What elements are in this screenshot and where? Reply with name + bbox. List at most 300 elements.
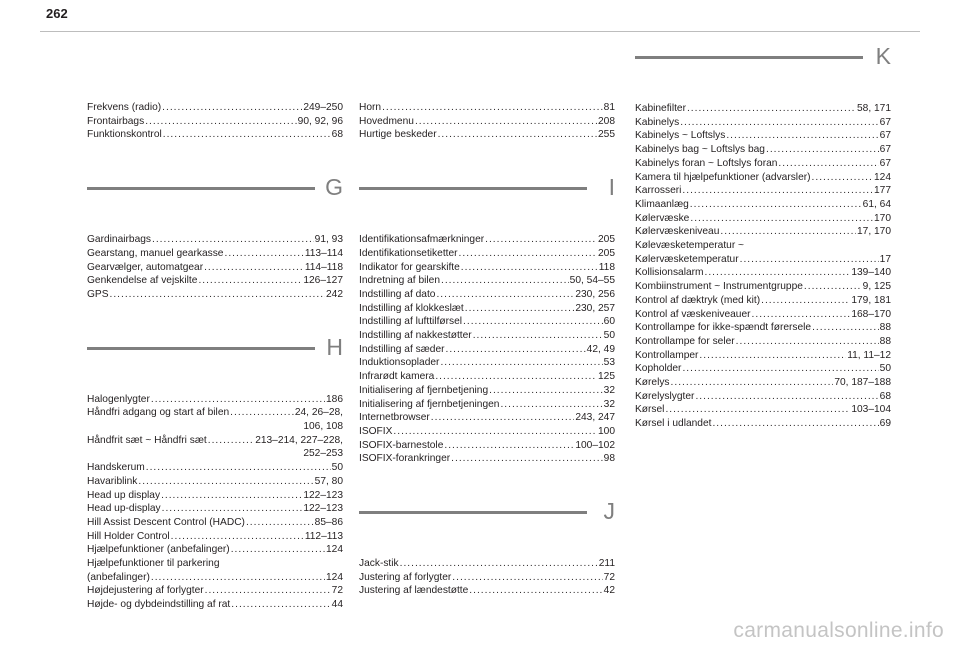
letter-heading [359,174,615,233]
index-entry-pages: 42, 49 [586,343,615,355]
leader-dots [812,171,873,185]
index-entry [635,212,891,226]
index-entry-term: Kølervæskeniveau [635,226,720,238]
leader-dots [500,398,602,412]
leader-dots [110,288,325,302]
index-section-continued [87,101,343,142]
index-entry-pages: 50 [603,330,615,342]
index-entry-term: Kølevæsketemperatur ~ [635,240,744,252]
index-entry-pages: 112–113 [304,530,343,542]
leader-dots [400,557,598,571]
index-entry-term: Kontrol af væskeniveauer [635,308,751,320]
leader-dots [162,502,303,516]
index-entry-term: Handskerum [87,462,145,474]
index-entry-pages: 9, 125 [862,281,891,293]
index-entry [635,171,891,185]
index-entry-pages: 68 [331,129,343,141]
leader-dots [459,247,597,261]
letter-heading-letter: H [326,333,343,360]
index-entry [359,101,615,115]
leader-dots [705,266,851,280]
index-entry-term: Initialisering af fjernbetjeningen [359,398,500,410]
index-section-k [635,43,891,431]
leader-dots [208,434,254,448]
leader-dots [687,102,856,116]
leader-dots [752,308,851,322]
index-entry-pages: 211 [598,558,615,570]
index-entry [635,362,891,376]
index-entry-pages: 100 [598,425,615,437]
index-entry [87,543,343,557]
section-gap [87,142,343,183]
index-entry-term: Hill Assist Descent Control (HADC) [87,516,245,528]
index-entry-pages-continued: 106, 108 [303,421,343,433]
index-entry-pages: 67 [879,157,891,169]
index-entry-term: Indstilling af sæder [359,343,445,355]
index-entry-pages: 61, 64 [862,198,891,210]
index-entry [359,398,615,412]
leader-dots [461,261,598,275]
index-entry-term: Justering af lændestøtte [359,585,469,597]
index-entry-term: Kørsel [635,404,665,416]
leader-dots [163,128,331,142]
index-entry-term: Indstilling af klokkeslæt [359,302,464,314]
index-entry-pages: 213–214, 227–228, [255,434,343,446]
index-entry-term: Kopholder [635,363,682,375]
index-entry-term: Hjælpefunktioner (anbefalinger) [87,544,230,556]
letter-heading [87,174,343,233]
letter-heading-bar [87,187,315,190]
index-entry [87,115,343,129]
index-entry [87,393,343,407]
index-entry [635,198,891,212]
letter-heading-letter: K [875,43,891,69]
leader-dots [465,302,575,316]
leader-dots [231,598,330,612]
index-entry [359,247,615,261]
index-entry-term: Kabinelys ~ Loftslys [635,130,726,142]
index-entry-term: Højde- og dybdeindstilling af rat [87,599,231,611]
index-entry-pages: 11, 11–12 [847,349,891,361]
letter-heading [635,43,891,102]
index-entry-term: Kabinelys [635,116,680,128]
leader-dots [726,129,878,143]
index-entry-pages: 230, 257 [575,302,615,314]
leader-dots [451,452,603,466]
leader-dots [224,247,303,261]
index-entry-pages: 243, 247 [575,412,615,424]
index-entry-term: Kabinefilter [635,103,686,114]
index-entry-pages: 88 [879,322,891,334]
index-entry-term: Kølervæsketemperatur [635,253,739,265]
index-entry-term: Kørelys [635,377,670,389]
index-entry [87,261,343,275]
index-entry-pages: 205 [598,247,615,259]
leader-dots [138,475,313,489]
index-entry-term: Justering af forlygter [359,571,452,583]
leader-dots [171,530,304,544]
leader-dots [469,584,602,598]
index-entry-term: Halogenlygter [87,393,150,405]
index-entry-pages: 90, 92, 96 [297,115,343,127]
index-entry-term: Kontrol af dæktryk (med kit) [635,294,761,306]
leader-dots [690,212,873,226]
leader-dots [436,288,574,302]
index-entry-pages: 50, 54–55 [569,275,615,287]
index-entry [359,425,615,439]
index-entry [635,157,891,171]
leader-dots [435,370,597,384]
index-entry [87,461,343,475]
index-entry-term: Identifikationsetiketter [359,247,458,259]
index-entry-pages: 177 [874,185,891,197]
index-entry-term: Hill Holder Control [87,530,170,542]
leader-dots [804,280,862,294]
index-section-i [359,142,615,466]
index-entry [359,274,615,288]
leader-dots [761,294,850,308]
leader-dots [393,425,597,439]
leader-dots [736,335,879,349]
index-entry-term: Horn [359,102,382,113]
index-entry [359,261,615,275]
index-entry-pages: 60 [603,316,615,328]
index-entry-term: Induktionsoplader [359,357,440,369]
leader-dots [431,411,575,425]
index-entry-term: Genkendelse af vejskilte [87,275,198,287]
index-entry-term: Karrosseri [635,185,682,197]
index-entry-pages: 68 [879,390,891,402]
index-column-2 [359,101,615,598]
index-entry [87,571,343,585]
index-entry-term: Kontrollampe for ikke-spændt førersele [635,322,812,334]
index-entry [635,403,891,417]
index-entry-term: Håndfrit sæt ~ Håndfri sæt [87,434,207,446]
index-entry [359,115,615,129]
leader-dots [246,516,314,530]
index-entry-term: Frontairbags [87,115,145,127]
leader-dots [441,274,569,288]
index-entry [635,184,891,198]
index-entry-pages: 124 [874,171,891,183]
leader-dots [231,543,325,557]
index-entry-pages: 179, 181 [851,294,891,306]
index-entry-pages: 242 [326,288,343,300]
index-entry [87,516,343,530]
leader-dots [695,390,878,404]
index-entry [635,143,891,157]
letter-heading [359,498,615,557]
index-entry-term: Internetbrowser [359,412,430,424]
leader-dots [720,225,856,239]
leader-dots [473,329,603,343]
index-entry-pages: 44 [331,599,343,611]
leader-dots [415,115,597,129]
index-entry [635,129,891,143]
index-entry-term: Identifikationsafmærkninger [359,234,485,246]
index-entry-pages: 122–123 [303,503,343,515]
index-entry [359,302,615,316]
index-entry-term: Indstilling af dato [359,288,436,300]
letter-heading-letter: J [603,498,615,525]
letter-heading-bar [359,511,587,514]
index-entry [635,102,891,116]
index-entry-pages: 126–127 [303,275,343,287]
index-entry [359,557,615,571]
index-entry [359,233,615,247]
index-entry-term: Head up-display [87,503,161,515]
index-entry [359,411,615,425]
index-entry [635,308,891,322]
index-entry-pages: 85–86 [314,516,343,528]
letter-heading-bar [635,56,863,59]
index-entry-term: Kontrollamper [635,349,699,361]
index-entry-pages: 67 [879,130,891,142]
index-entry [359,384,615,398]
index-entry [87,288,343,302]
index-entry-pages: 53 [603,357,615,369]
index-entry-pages: 67 [879,144,891,156]
index-entry-pages: 88 [879,335,891,347]
index-section-j [359,466,615,598]
index-entry-pages: 58, 171 [857,103,891,114]
index-entry-pages: 50 [879,363,891,375]
index-entry-term: GPS [87,288,109,300]
leader-dots [146,461,331,475]
index-entry-term: Havariblink [87,475,138,487]
index-entry-term: Initialisering af fjernbetjening [359,384,489,396]
index-entry-term: Hovedmenu [359,115,414,127]
section-gap [359,466,615,507]
index-entry-pages: 122–123 [303,489,343,501]
index-entry-pages: 170 [874,212,891,224]
header-rule [40,31,920,32]
index-entry [87,434,343,448]
leader-dots [699,349,846,363]
leader-dots [671,376,834,390]
index-entry [87,247,343,261]
leader-dots [151,393,325,407]
index-entry [359,315,615,329]
index-entry [87,274,343,288]
index-entry-pages: 139–140 [851,267,891,279]
index-entry [635,253,891,267]
index-entry-term: Funktionskontrol [87,129,162,141]
watermark: carmanualsonline.info [733,619,944,642]
index-entry [635,294,891,308]
index-entry [359,370,615,384]
leader-dots [205,584,331,598]
leader-dots [740,253,879,267]
index-entry-pages: 70, 187–188 [834,377,891,389]
index-entry-term: Head up display [87,489,161,501]
index-entry-pages: 72 [331,585,343,597]
index-entry-term: Håndfri adgang og start af bilen [87,407,230,419]
index-entry-pages: 205 [598,234,615,246]
leader-dots [712,417,878,431]
index-entry-term: Indikator for gearskifte [359,261,460,273]
index-entry-pages: 81 [603,102,615,113]
index-entry [359,288,615,302]
index-entry-term: Indstilling af lufttilførsel [359,316,463,328]
leader-dots [485,233,597,247]
leader-dots [198,274,302,288]
index-entry-term: Indretning af bilen [359,275,440,287]
index-entry [635,376,891,390]
index-entry-pages: 125 [598,371,615,383]
letter-heading-bar [87,347,315,350]
leader-dots [489,384,603,398]
leader-dots [161,489,302,503]
leader-dots [680,116,878,130]
letter-heading [87,333,343,393]
leader-dots [444,439,574,453]
index-entry-term: Kollisionsalarm [635,267,704,279]
index-entry-pages: 67 [879,116,891,128]
index-entry [359,439,615,453]
letter-heading-letter: G [325,174,343,201]
letter-heading-letter: I [608,174,615,201]
section-gap [87,302,343,343]
index-entry [87,489,343,503]
leader-dots [438,128,597,142]
index-entry [635,116,891,130]
index-entry-pages: 17 [879,253,891,265]
index-entry [87,128,343,142]
leader-dots [446,343,586,357]
index-entry-term: Kølervæske [635,212,690,224]
index-entry [635,266,891,280]
leader-dots [440,356,602,370]
index-entry-pages: 72 [603,571,615,583]
index-entry-pages: 124 [326,571,343,583]
index-entry [87,502,343,516]
index-entry-pages: 103–104 [851,404,891,416]
index-entry [87,101,343,115]
leader-dots [204,261,304,275]
index-column-3 [635,43,891,431]
leader-dots [230,406,294,420]
index-entry [359,128,615,142]
index-entry-term: Kamera til hjælpefunktioner (advarsler) [635,171,811,183]
index-entry [87,406,343,420]
leader-dots [690,198,862,212]
leader-dots [145,115,296,129]
index-entry-pages: 114–118 [304,261,343,273]
index-entry-pages: 98 [603,453,615,465]
index-entry [359,571,615,585]
index-entry-pages: 17, 170 [857,226,891,238]
leader-dots [665,403,850,417]
index-entry-pages: 57, 80 [314,475,343,487]
index-entry [359,356,615,370]
index-entry-term: Gearstang, manuel gearkasse [87,247,224,259]
index-entry [635,349,891,363]
index-entry [635,280,891,294]
index-entry-pages-continued: 252–253 [303,448,343,460]
index-entry-pages: 69 [879,418,891,430]
index-entry-pages: 249–250 [303,102,343,113]
index-entry [87,233,343,247]
index-entry [635,390,891,404]
index-entry-pages: 186 [326,393,343,405]
leader-dots [152,233,314,247]
index-entry-term: Klimaanlæg [635,198,689,210]
index-entry [635,321,891,335]
index-entry-term: Frekvens (radio) [87,102,162,113]
index-entry [87,584,343,598]
leader-dots [151,571,325,585]
index-entry-term: (anbefalinger) [87,571,150,583]
index-section-g [87,142,343,302]
index-entry-term: Gardinairbags [87,234,151,246]
index-section-h [87,302,343,612]
index-entry-term: Kabinelys bag ~ Loftslys bag [635,144,765,156]
index-entry-pages: 118 [598,261,615,273]
page-number: 262 [46,6,68,21]
index-entry-term: Jack-stik [359,558,399,570]
index-entry-pages: 91, 93 [314,234,343,246]
leader-dots [382,101,603,115]
index-entry-pages: 24, 26–28, [294,407,343,419]
index-entry-term: Indstilling af nakkestøtter [359,330,472,342]
letter-heading-bar [359,187,587,190]
index-entry-term: ISOFIX-barnestole [359,439,444,451]
index-entry-term: Gearvælger, automatgear [87,261,204,273]
index-entry [359,584,615,598]
index-entry [87,475,343,489]
leader-dots [778,157,878,171]
index-entry [635,225,891,239]
index-entry-pages: 255 [598,129,615,141]
index-entry [359,343,615,357]
index-entry [87,530,343,544]
leader-dots [682,184,873,198]
index-entry-pages: 168–170 [851,308,891,320]
section-gap [359,142,615,183]
index-entry-pages: 208 [598,115,615,127]
leader-dots [812,321,879,335]
index-entry [635,335,891,349]
index-entry-pages: 100–102 [575,439,615,451]
index-entry [359,452,615,466]
index-entry [635,417,891,431]
index-entry-pages: 230, 256 [575,288,615,300]
index-entry-pages: 113–114 [304,247,343,259]
index-entry [87,598,343,612]
index-entry-term: Kørsel i udlandet [635,418,712,430]
index-entry-pages: 42 [603,585,615,597]
index-entry-term: Infrarødt kamera [359,371,435,383]
index-entry-term: Kørelyslygter [635,390,695,402]
index-section-continued [359,101,615,142]
index-entry-term: Kombiinstrument ~ Instrumentgruppe [635,281,803,293]
index-entry-term: Højdejustering af forlygter [87,585,204,597]
index-entry-term: Kabinelys foran ~ Loftslys foran [635,157,778,169]
index-entry-pages: 124 [326,544,343,556]
index-entry-term: ISOFIX [359,425,393,437]
leader-dots [463,315,603,329]
index-entry-term: Hurtige beskeder [359,129,437,141]
index-entry [359,329,615,343]
index-entry-term: Kontrollampe for seler [635,335,735,347]
leader-dots [452,571,602,585]
index-entry-pages: 32 [603,384,615,396]
index-column-1 [87,101,343,612]
leader-dots [766,143,879,157]
leader-dots [162,101,302,115]
index-entry-term: Hjælpefunktioner til parkering [87,558,220,570]
